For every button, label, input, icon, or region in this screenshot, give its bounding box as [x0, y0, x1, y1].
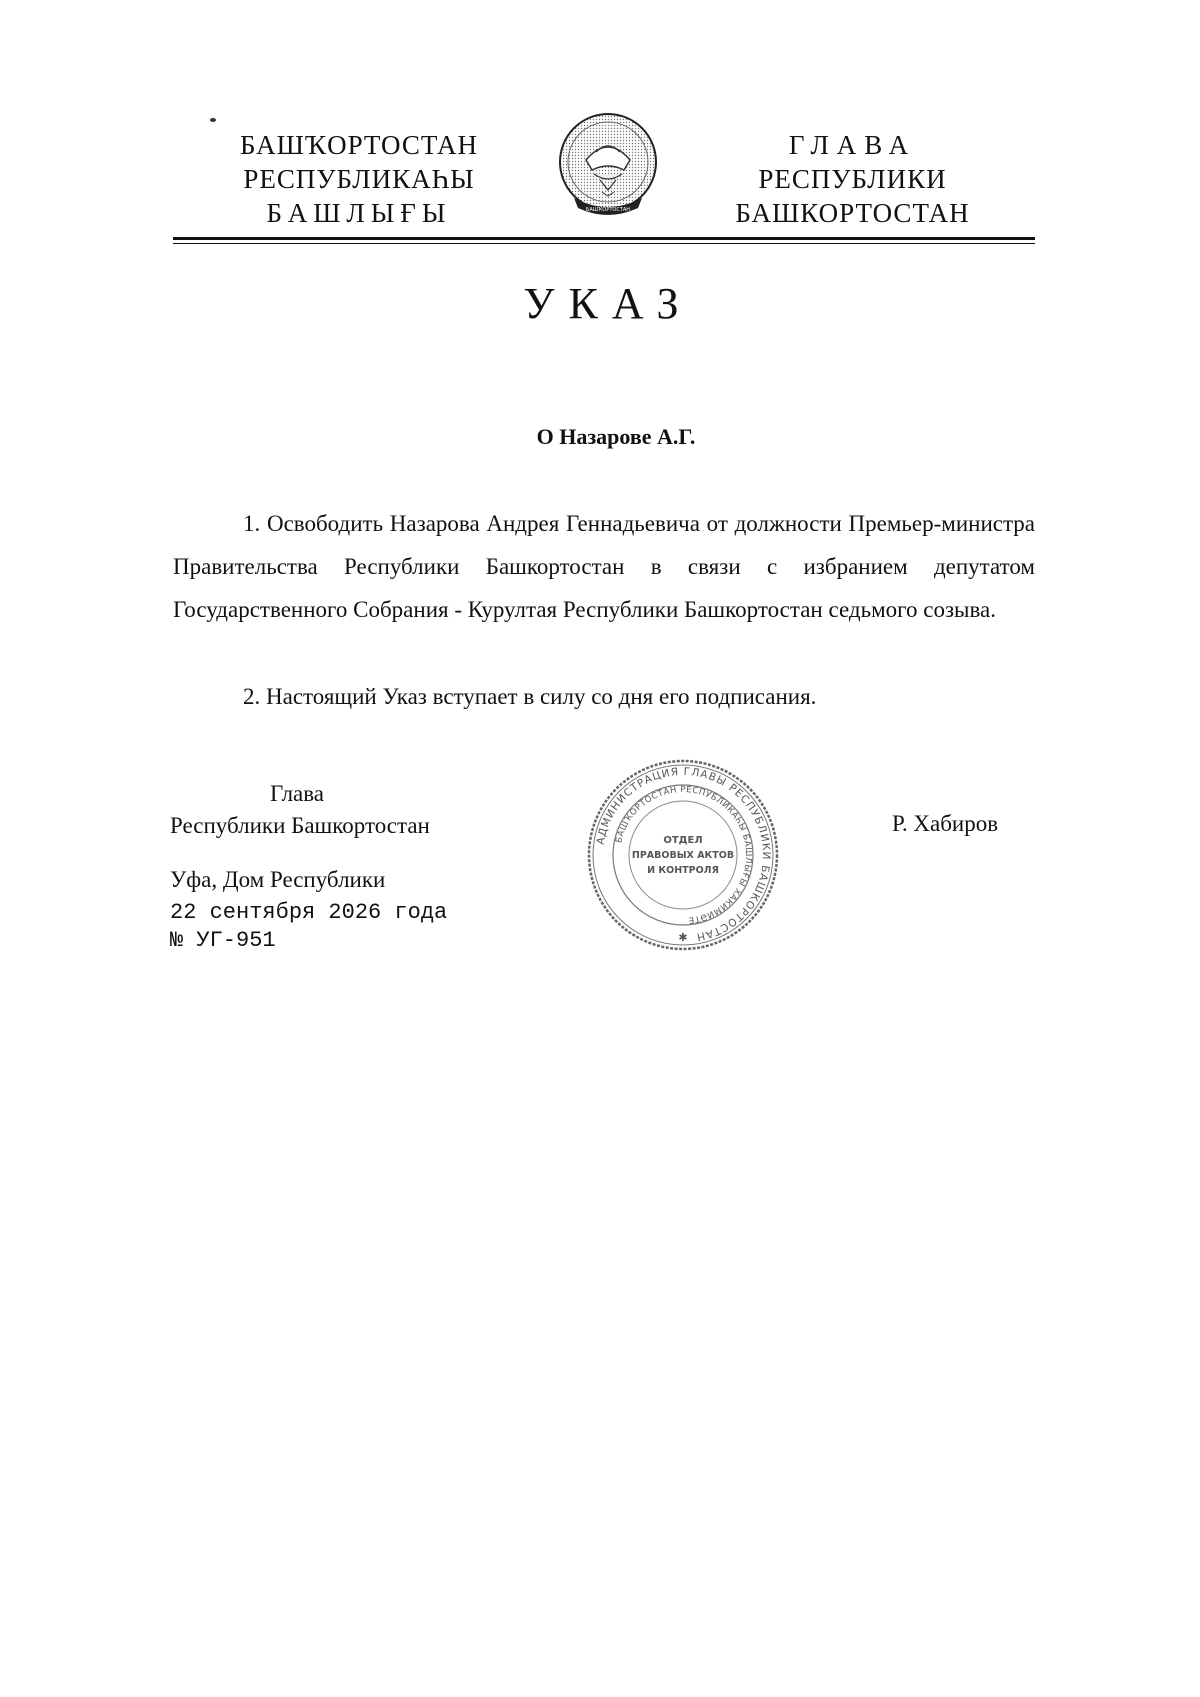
signatory-role-line-2: Республики Башкортостан — [170, 813, 430, 838]
header-left-line-1: БАШҠОРТОСТАН — [239, 130, 479, 160]
header-left-line-2: РЕСПУБЛИКАҺЫ — [243, 164, 475, 194]
header-right-line-1: ГЛАВА — [788, 130, 917, 160]
scan-artifact — [210, 118, 216, 122]
header-divider-thick — [173, 237, 1035, 240]
document-number: № УГ-951 — [170, 928, 276, 953]
signatory-role — [170, 778, 470, 842]
stamp-inner-ring-text: БАШҠОРТОСТАН РЕСПУБЛИКАҺЫ БАШЛЫҒЫ ХАКИМИӘТЕ — [614, 784, 754, 925]
header-left-line-3: БАШЛЫҒЫ — [266, 198, 452, 228]
stamp-center-line-1: ОТДЕЛ — [663, 835, 703, 846]
signatory-role-line-1: Глава — [270, 781, 325, 806]
paragraph-1: 1. Освободить Назарова Андрея Геннадьевича от должности Премьер-министра Правительства Республики Башкортостан в связи с избранием депутатом Государственного Собрания - Курултая Республики Башкортостан седьмого созыва. — [173, 511, 1035, 622]
official-stamp — [585, 757, 781, 953]
document-title: УКАЗ — [523, 279, 693, 328]
paragraph-2: 2. Настоящий Указ вступает в силу со дня его подписания. — [243, 684, 817, 709]
document-place: Уфа, Дом Республики — [170, 867, 386, 892]
header-divider-thin — [173, 243, 1035, 244]
header-right-line-2: РЕСПУБЛИКИ — [758, 164, 947, 194]
coat-of-arms-icon — [556, 112, 660, 224]
stamp-outer-text: АДМИНИСТРАЦИЯ ГЛАВЫ РЕСПУБЛИКИ БАШКОРТОСТАН — [594, 765, 773, 943]
stamp-center-line-3: И КОНТРОЛЯ — [647, 865, 719, 876]
document-date: 22 сентября 2026 года — [170, 900, 448, 925]
header-right-line-3: БАШКОРТОСТАН — [735, 198, 970, 228]
stamp-star-icon: ✱ — [678, 932, 688, 944]
header-right-block — [720, 128, 985, 230]
document-subject: О Назарове А.Г. — [536, 424, 696, 449]
stamp-center-line-2: ПРАВОВЫХ АКТОВ — [631, 850, 735, 861]
emblem-ribbon-text: БАШҠОРТОСТАН — [585, 207, 631, 213]
signatory-name: Р. Хабиров — [892, 811, 999, 836]
header-left-block — [230, 128, 488, 230]
